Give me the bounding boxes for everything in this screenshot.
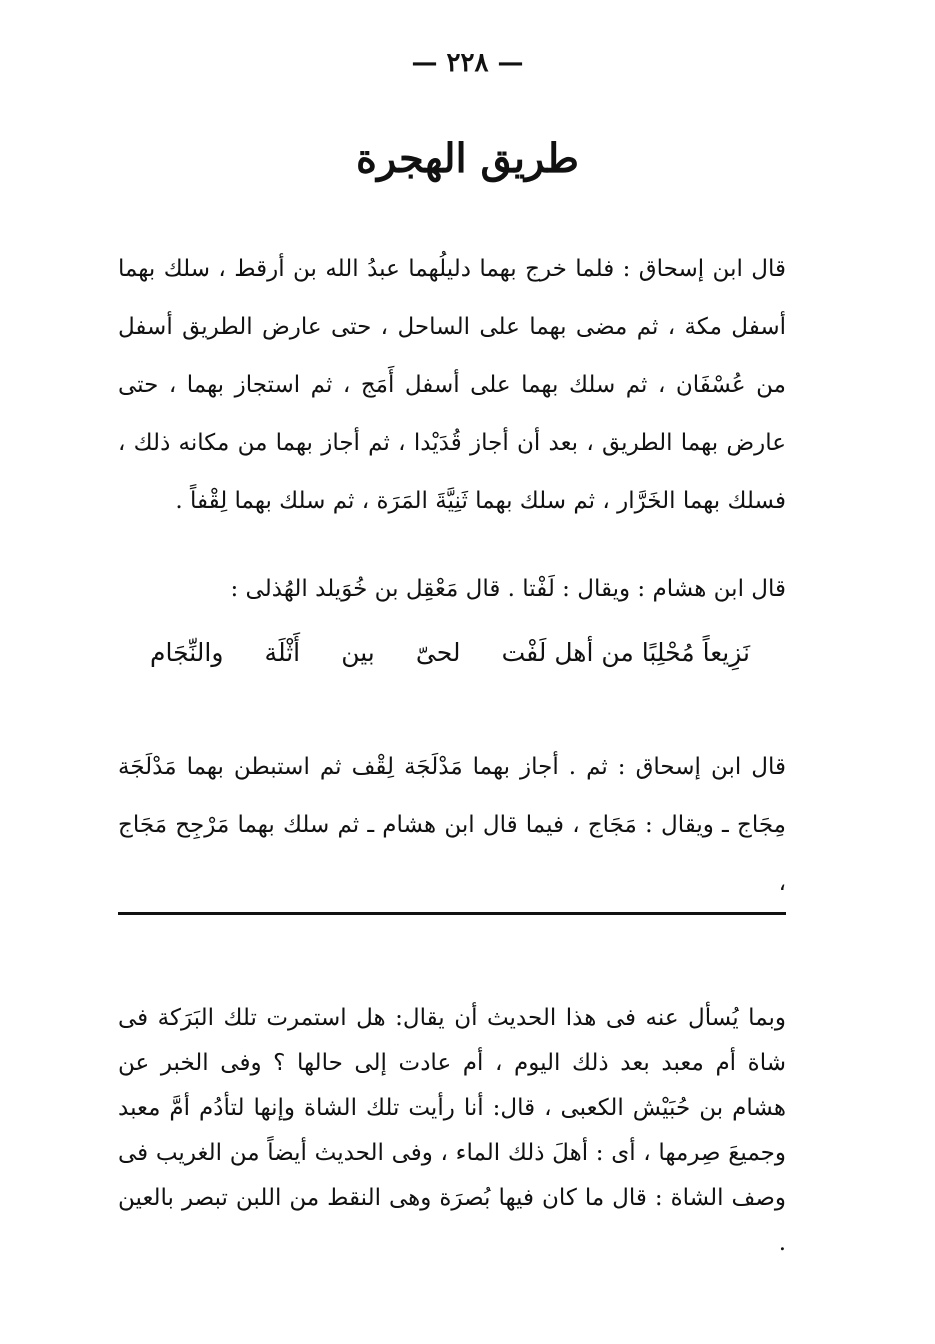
- verse-part: لحىّ: [415, 638, 461, 667]
- footnote-divider: [118, 912, 786, 915]
- verse-part: بين: [341, 638, 375, 667]
- body-paragraph-2: [118, 560, 786, 618]
- body-paragraph-1: [118, 240, 786, 530]
- footnote-text: وبما يُسأل عنه فى هذا الحديث أن يقال: هل استمرت تلك البَرَكة فى شاة أم معبد بعد ذلك اليوم ، أم عادت إلى حالها ؟ وفى الخبر عن هشام بن حُبَيْش الكعبى ، قال: أنا رأيت تلك الشاة وإنها لتأدُم أمَّ معبد وجميعَ صِرمها ، أى : أهلَ ذلك الماء ، وفى الحديث أيضاً من الغريب فى وصف الشاة : قال ما كان فيها بُصرَة وهى النقط من اللبن تبصر بالعين .: [118, 1005, 786, 1256]
- paragraph-text: قال ابن هشام : ويقال : لَفْتا . قال مَعْقِل بن خُوَيلد الهُذلى :: [230, 576, 786, 602]
- footnote: [118, 996, 786, 1266]
- poetry-verse: [150, 638, 750, 667]
- chapter-title: طريق الهجرة: [356, 135, 579, 182]
- verse-part: نَزِيعاً مُحْلِبًا من أهل لَفْت: [501, 638, 750, 667]
- verse-part: والنِّجَام: [150, 638, 224, 667]
- paragraph-text: قال ابن إسحاق : فلما خرج بهما دليلُهما عبدُ الله بن أرقط ، سلك بهما أسفل مكة ، ثم مضى بهما على الساحل ، حتى عارض الطريق أسفل من عُسْفَان ، ثم سلك بهما على أسفل أَمَج ، ثم استجاز بهما ، حتى عارض بهما الطريق ، بعد أن أجاز قُدَيْدا ، ثم أجاز بهما من مكانه ذلك ، فسلك بهما الخَرَّار ، ثم سلك بهما ثَنِيَّةَ المَرَة ، ثم سلك بهما لِقْفاً .: [118, 256, 786, 514]
- paragraph-text: قال ابن إسحاق : ثم . أجاز بهما مَدْلَجَة لِقْف ثم استبطن بهما مَدْلَجَة مِجَاج ـ ويقال : مَجَاج ، فيما قال ابن هشام ـ ثم سلك بهما مَرْجِح مَجَاج ،: [118, 754, 786, 896]
- verse-part: أَثْلَة: [264, 638, 301, 667]
- body-paragraph-3: [118, 738, 786, 912]
- page-number: — ٢٢٨ —: [411, 48, 524, 78]
